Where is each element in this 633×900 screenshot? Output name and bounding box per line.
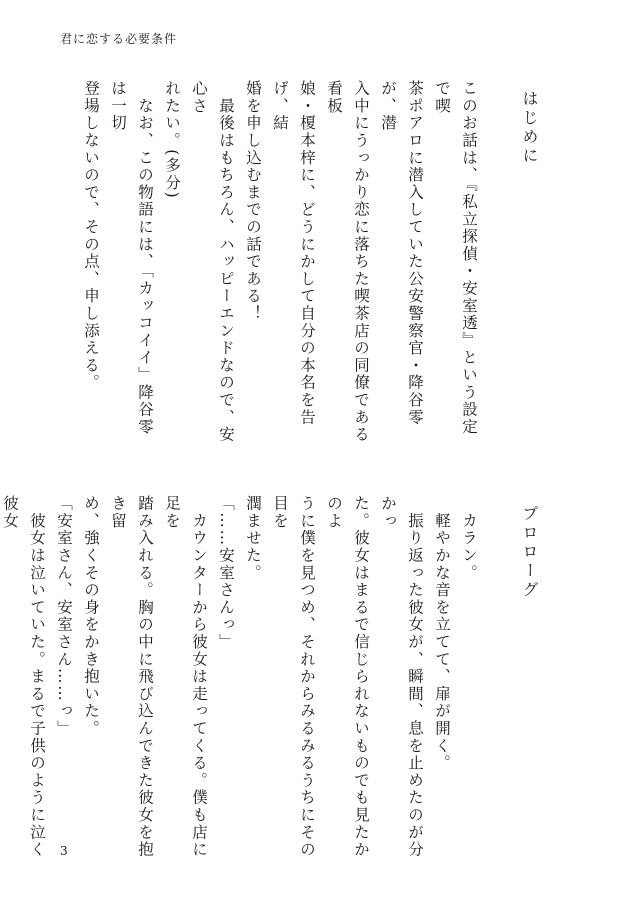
paragraph: このお話は、『私立探偵・安室透』という設定で喫 茶ポアロに潜入していた公安警察官・降谷零が、潜 入中にうっかり恋に落ちた喫茶店の同僚である看板 娘・榎本梓に、どうにかして自分の本名を告げ、結 婚を申し込むまでの話である！ xyxy=(244,80,478,444)
paragraph: 「……安室さんっ」 xyxy=(217,495,235,651)
paragraph: 最後はもちろん、ハッピーエンドなので、安心さ れたい。(多分) xyxy=(163,80,235,444)
section-introduction xyxy=(77,80,543,452)
paragraph: なお、この物語には、「カッコイイ」降谷零は一切 登場しないので、その点、申し添える。 xyxy=(82,80,154,436)
section-prologue xyxy=(0,495,543,867)
paragraph: カラン。 xyxy=(460,495,478,582)
page-number: 3 xyxy=(60,844,68,858)
paragraph: 彼女は泣いていた。まるで子供のように泣く彼女 xyxy=(1,495,46,859)
paragraph: 「安室さん、安室さん……っ」 xyxy=(55,495,73,738)
paragraph: カウンターから彼女は走ってくる。僕も店に足を 踏み入れる。胸の中に飛び込んできた彼女を抱き留 め、強くその身をかき抱いた。 xyxy=(82,495,208,859)
section-heading-prologue: プロローグ xyxy=(520,505,539,600)
section-heading-introduction: はじめに xyxy=(520,90,539,166)
running-title: 君に恋する必要条件 xyxy=(60,32,178,46)
paragraph: 振り返った彼女が、瞬間、息を止めたのが分かっ た。彼女はまるで信じられないものでも見たかのよ うに僕を見つめ、それからみるみるうちにその目を 潤ませた。 xyxy=(244,495,424,859)
paragraph: 軽やかな音を立てて、扉が開く。 xyxy=(433,495,451,772)
